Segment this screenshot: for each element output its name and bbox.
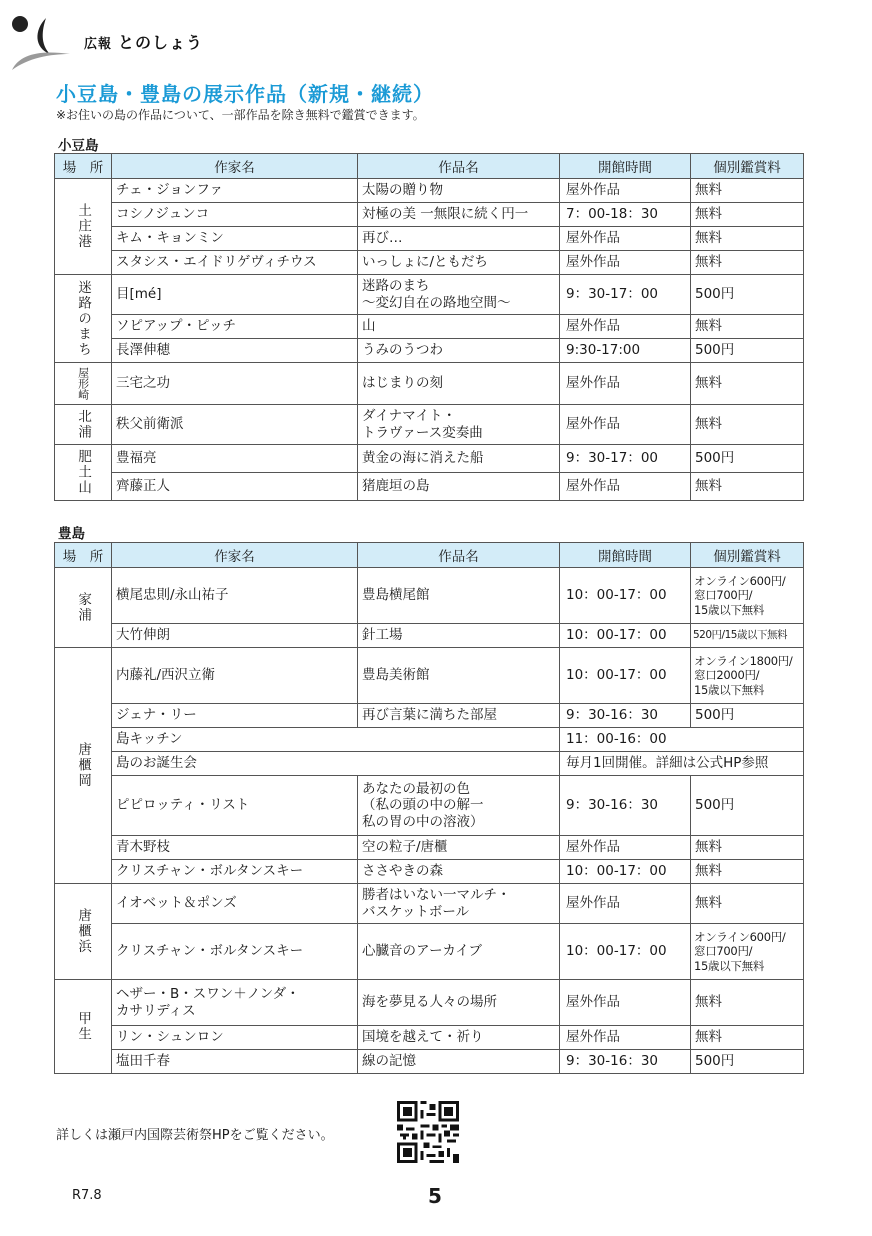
table-row	[55, 648, 804, 704]
fee-cell: 無料	[691, 884, 804, 924]
fee-cell: 無料	[691, 980, 804, 1026]
hours-cell: 屋外作品	[560, 405, 691, 445]
fee-cell: 無料	[691, 836, 804, 860]
work-cell: 線の記憶	[358, 1050, 560, 1074]
artist-cell: 大竹伸朗	[112, 624, 358, 648]
table-row	[55, 275, 804, 315]
page-number: 5	[428, 1184, 442, 1208]
issue-date: R7.8	[72, 1188, 102, 1203]
work-cell: 針工場	[358, 624, 560, 648]
fee-cell: 無料	[691, 860, 804, 884]
hours-cell: 屋外作品	[560, 251, 691, 275]
artist-cell: ソピアップ・ピッチ	[112, 315, 358, 339]
section-label-shodoshima: 小豆島	[58, 138, 99, 154]
work-cell: 国境を越えて・祈り	[358, 1026, 560, 1050]
hours-cell: 屋外作品	[560, 472, 691, 500]
table-row	[55, 203, 804, 227]
teshima-table	[54, 542, 804, 1074]
place-cell: 屋形崎	[55, 363, 112, 405]
hours-cell: 9:30-17:00	[560, 339, 691, 363]
hours-cell: 9：30-16：30	[560, 704, 691, 728]
fee-cell: 500円	[691, 776, 804, 836]
table-row	[55, 445, 804, 473]
table-row	[55, 251, 804, 275]
hours-cell: 屋外作品	[560, 884, 691, 924]
place-cell: 北浦	[55, 405, 112, 445]
work-cell: いっしょに/ともだち	[358, 251, 560, 275]
work-cell: うみのうつわ	[358, 339, 560, 363]
col-hours: 開館時間	[560, 543, 691, 568]
table-row	[55, 1050, 804, 1074]
hours-cell: 屋外作品	[560, 315, 691, 339]
artist-cell: 齊藤正人	[112, 472, 358, 500]
artist-cell: 青木野枝	[112, 836, 358, 860]
brand-name: とのしょう	[118, 33, 204, 52]
fee-cell: 無料	[691, 227, 804, 251]
hours-cell: 10：00-17：00	[560, 568, 691, 624]
fee-cell: 500円	[691, 339, 804, 363]
work-cell: 太陽の贈り物	[358, 179, 560, 203]
artist-cell: ヘザー・B・スワン＋ノンダ・ カサリディス	[112, 980, 358, 1026]
work-cell: 再び言葉に満ちた部屋	[358, 704, 560, 728]
hours-cell: 9：30-16：30	[560, 1050, 691, 1074]
work-cell: ダイナマイト・ トラヴァース変奏曲	[358, 405, 560, 445]
artist-cell: キム・キョンミン	[112, 227, 358, 251]
hours-cell: 屋外作品	[560, 363, 691, 405]
fee-cell: オンライン1800円/ 窓口2000円/ 15歳以下無料	[691, 648, 804, 704]
artist-cell: 三宅之功	[112, 363, 358, 405]
fee-cell: 無料	[691, 315, 804, 339]
fee-cell: 無料	[691, 472, 804, 500]
hours-cell: 屋外作品	[560, 980, 691, 1026]
work-cell: 黄金の海に消えた船	[358, 445, 560, 473]
work-cell: ささやきの森	[358, 860, 560, 884]
work-cell: 心臓音のアーカイブ	[358, 924, 560, 980]
table-row	[55, 339, 804, 363]
section-label-teshima: 豊島	[58, 526, 85, 542]
work-cell: 海を夢見る人々の場所	[358, 980, 560, 1026]
hours-cell: 9：30-17：00	[560, 275, 691, 315]
work-cell: 迷路のまち ～変幻自在の路地空間～	[358, 275, 560, 315]
table-row	[55, 836, 804, 860]
hours-cell: 7：00-18：30	[560, 203, 691, 227]
qr-code-icon[interactable]	[397, 1101, 459, 1163]
hours-cell: 屋外作品	[560, 179, 691, 203]
work-cell: 猪鹿垣の島	[358, 472, 560, 500]
brand	[84, 30, 203, 53]
hours-cell: 屋外作品	[560, 227, 691, 251]
work-cell: 再び…	[358, 227, 560, 251]
page-note: ※お住いの島の作品について、一部作品を除き無料で鑑賞できます。	[56, 108, 425, 122]
work-cell: 山	[358, 315, 560, 339]
footer-note: 詳しくは瀬戸内国際芸術祭HPをご覧ください。	[56, 1128, 334, 1143]
artist-cell: 秩父前衛派	[112, 405, 358, 445]
col-artist: 作家名	[112, 154, 358, 179]
col-fee: 個別鑑賞料	[691, 543, 804, 568]
col-fee: 個別鑑賞料	[691, 154, 804, 179]
artist-cell: スタシス・エイドリゲヴィチウス	[112, 251, 358, 275]
table-row	[55, 315, 804, 339]
col-work: 作品名	[358, 154, 560, 179]
work-cell: 豊島美術館	[358, 648, 560, 704]
artist-cell: 豊福亮	[112, 445, 358, 473]
hours-cell: 9：30-17：00	[560, 445, 691, 473]
table-row	[55, 980, 804, 1026]
hours-cell: 9：30-16：30	[560, 776, 691, 836]
table-row	[55, 728, 804, 752]
col-hours: 開館時間	[560, 154, 691, 179]
hours-cell: 毎月1回開催。詳細は公式HP参照	[560, 752, 804, 776]
fee-cell: 無料	[691, 251, 804, 275]
place-cell: 唐櫃岡	[55, 648, 112, 884]
place-cell: 唐櫃浜	[55, 884, 112, 980]
table-row	[55, 568, 804, 624]
place-cell: 迷路のまち	[55, 275, 112, 363]
table-row	[55, 227, 804, 251]
table-row	[55, 704, 804, 728]
col-work: 作品名	[358, 543, 560, 568]
artist-cell: イオベット＆ポンズ	[112, 884, 358, 924]
artist-cell: リン・シュンロン	[112, 1026, 358, 1050]
work-cell: 豊島横尾館	[358, 568, 560, 624]
fee-cell: 無料	[691, 363, 804, 405]
table-header-row	[55, 154, 804, 179]
artist-cell: 塩田千春	[112, 1050, 358, 1074]
logo-mark-icon	[10, 14, 72, 72]
place-cell: 甲生	[55, 980, 112, 1074]
artist-cell: 内藤礼/西沢立衛	[112, 648, 358, 704]
place-cell: 土庄港	[55, 179, 112, 275]
artist-cell: 目[mé]	[112, 275, 358, 315]
fee-cell: 500円	[691, 445, 804, 473]
table-row	[55, 860, 804, 884]
hours-cell: 11：00-16：00	[560, 728, 804, 752]
work-cell: 勝者はいない一マルチ・ バスケットボール	[358, 884, 560, 924]
fee-cell: 無料	[691, 405, 804, 445]
table-header-row	[55, 543, 804, 568]
artist-cell: クリスチャン・ボルタンスキー	[112, 860, 358, 884]
artist-cell: ピピロッティ・リスト	[112, 776, 358, 836]
artist-cell: チェ・ジョンファ	[112, 179, 358, 203]
table-row	[55, 924, 804, 980]
artist-cell: 長澤伸穂	[112, 339, 358, 363]
table-row	[55, 752, 804, 776]
table-row	[55, 363, 804, 405]
fee-cell: 500円	[691, 275, 804, 315]
fee-cell: 500円	[691, 1050, 804, 1074]
work-cell: 対極の美 一無限に続く円一	[358, 203, 560, 227]
table-row	[55, 405, 804, 445]
hours-cell: 10：00-17：00	[560, 648, 691, 704]
artist-cell: ジェナ・リー	[112, 704, 358, 728]
fee-cell: 無料	[691, 203, 804, 227]
brand-prefix: 広報	[84, 37, 113, 52]
artist-cell: コシノジュンコ	[112, 203, 358, 227]
hours-cell: 10：00-17：00	[560, 860, 691, 884]
fee-cell: 無料	[691, 1026, 804, 1050]
fee-cell: オンライン600円/ 窓口700円/ 15歳以下無料	[691, 568, 804, 624]
work-cell: はじまりの刻	[358, 363, 560, 405]
fee-cell: 500円	[691, 704, 804, 728]
hours-cell: 屋外作品	[560, 1026, 691, 1050]
fee-cell: 520円/15歳以下無料	[691, 624, 804, 648]
col-artist: 作家名	[112, 543, 358, 568]
artist-cell: 島キッチン	[112, 728, 560, 752]
work-cell: あなたの最初の色 （私の頭の中の解一 私の胃の中の溶液）	[358, 776, 560, 836]
artist-cell: クリスチャン・ボルタンスキー	[112, 924, 358, 980]
hours-cell: 10：00-17：00	[560, 624, 691, 648]
fee-cell: オンライン600円/ 窓口700円/ 15歳以下無料	[691, 924, 804, 980]
table-row	[55, 884, 804, 924]
artist-cell: 島のお誕生会	[112, 752, 560, 776]
work-cell: 空の粒子/唐櫃	[358, 836, 560, 860]
table-row	[55, 179, 804, 203]
shodoshima-table	[54, 153, 804, 501]
table-row	[55, 472, 804, 500]
fee-cell: 無料	[691, 179, 804, 203]
place-cell: 家浦	[55, 568, 112, 648]
table-row	[55, 776, 804, 836]
col-place: 場 所	[55, 543, 112, 568]
hours-cell: 屋外作品	[560, 836, 691, 860]
col-place: 場 所	[55, 154, 112, 179]
table-row	[55, 624, 804, 648]
table-row	[55, 1026, 804, 1050]
place-cell: 肥土山	[55, 445, 112, 501]
page-title: 小豆島・豊島の展示作品（新規・継続）	[56, 82, 434, 106]
hours-cell: 10：00-17：00	[560, 924, 691, 980]
artist-cell: 横尾忠則/永山祐子	[112, 568, 358, 624]
